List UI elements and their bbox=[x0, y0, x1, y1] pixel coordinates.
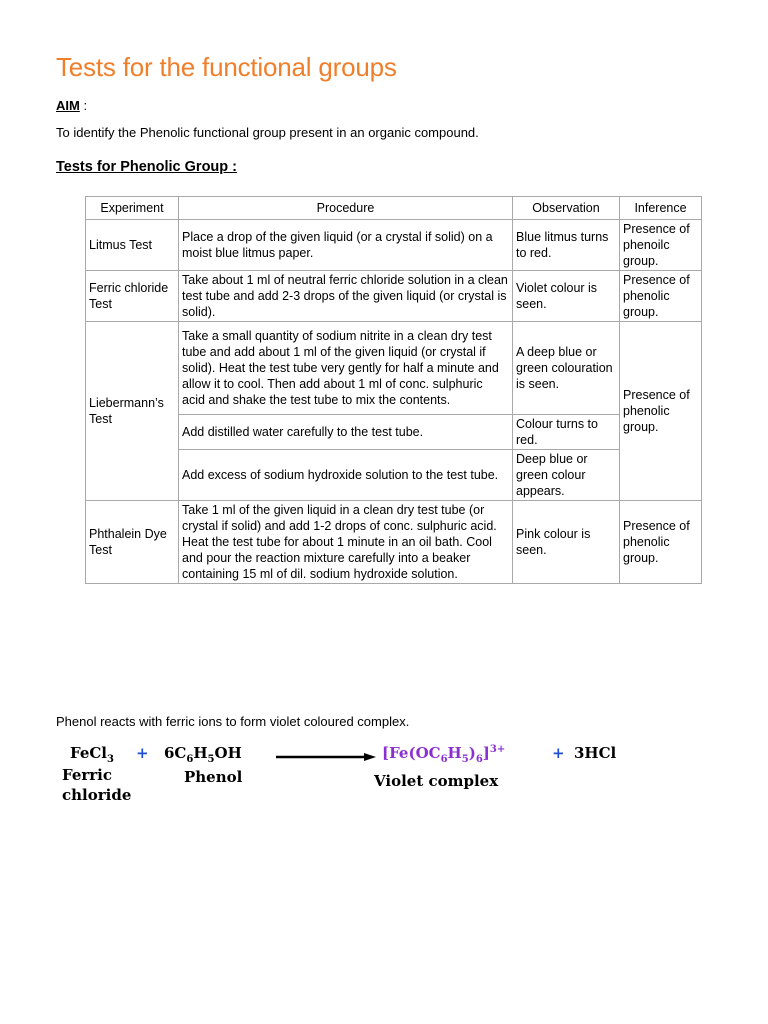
table-row bbox=[86, 415, 702, 450]
table-header-row bbox=[86, 197, 702, 220]
label-violet-complex: Violet complex bbox=[374, 772, 499, 790]
aim-line bbox=[56, 98, 87, 113]
reaction-arrow-icon bbox=[276, 753, 376, 761]
label-phenol: Phenol bbox=[184, 768, 243, 786]
procedure-cell: Take a small quantity of sodium nitrite in a clean dry test tube and add about 1 ml of the given liquid (or crystal if solid). Heat the test tube very gently for half a minute and allow it to cool. Then add about 1 ml of conc. sulphuric acid and shake the test tube to mix the contents. bbox=[179, 322, 513, 415]
inference-cell: Presence of phenolic group. bbox=[620, 501, 702, 584]
procedure-cell: Take 1 ml of the given liquid in a clean dry test tube (or crystal if solid) and add 1-2 drops of conc. sulphuric acid. Heat the test tube for about 1 minute in an oil bath. Cool and pour the reaction mixture carefully into a beaker containing 15 ml of dil. sodium hydroxide solution. bbox=[179, 501, 513, 584]
header-procedure: Procedure bbox=[179, 197, 513, 220]
byproduct-hcl: 3HCl bbox=[574, 744, 617, 762]
aim-text: To identify the Phenolic functional group present in an organic compound. bbox=[56, 125, 479, 140]
observation-cell: Violet colour is seen. bbox=[513, 271, 620, 322]
table-row bbox=[86, 450, 702, 501]
experiment-cell: Liebermann’s Test bbox=[86, 322, 179, 501]
observation-cell: Blue litmus turns to red. bbox=[513, 220, 620, 271]
table-row bbox=[86, 322, 702, 415]
table-row bbox=[86, 220, 702, 271]
reactant-phenol: $6C_6H_5OH$ bbox=[164, 744, 242, 765]
reaction-intro: Phenol reacts with ferric ions to form violet coloured complex. bbox=[56, 714, 410, 729]
aim-heading: AIM bbox=[56, 98, 80, 113]
observation-cell: A deep blue or green colouration is seen. bbox=[513, 322, 620, 415]
procedure-cell: Take about 1 ml of neutral ferric chloride solution in a clean test tube and add 2-3 drops of the given liquid (or crystal is solid). bbox=[179, 271, 513, 322]
inference-cell: Presence of phenolic group. bbox=[620, 271, 702, 322]
procedure-cell: Add distilled water carefully to the test tube. bbox=[179, 415, 513, 450]
inference-cell: Presence of phenoilc group. bbox=[620, 220, 702, 271]
observation-cell: Pink colour is seen. bbox=[513, 501, 620, 584]
observation-cell: Colour turns to red. bbox=[513, 415, 620, 450]
table-row bbox=[86, 501, 702, 584]
experiment-cell: Litmus Test bbox=[86, 220, 179, 271]
section-heading: Tests for Phenolic Group : bbox=[56, 159, 237, 175]
page-title: Tests for the functional groups bbox=[56, 52, 397, 82]
tests-table bbox=[85, 196, 702, 584]
experiment-cell: Phthalein Dye Test bbox=[86, 501, 179, 584]
label-ferric: Ferric bbox=[62, 766, 113, 784]
table-row bbox=[86, 271, 702, 322]
aim-separator: : bbox=[79, 98, 88, 113]
header-inference: Inference bbox=[620, 197, 702, 220]
label-chloride: chloride bbox=[62, 786, 132, 804]
reaction-equation bbox=[60, 738, 660, 808]
header-experiment: Experiment bbox=[86, 197, 179, 220]
experiment-cell: Ferric chloride Test bbox=[86, 271, 179, 322]
reactant-fecl3: FeCl$_3$ bbox=[70, 744, 114, 765]
procedure-cell: Add excess of sodium hydroxide solution to the test tube. bbox=[179, 450, 513, 501]
inference-cell: Presence of phenolic group. bbox=[620, 322, 702, 501]
plus-sign: + bbox=[136, 744, 149, 762]
observation-cell: Deep blue or green colour appears. bbox=[513, 450, 620, 501]
plus-sign: + bbox=[552, 744, 565, 762]
product-complex: $[Fe(OC_6H_5)_6]^{3+}$ bbox=[382, 744, 506, 765]
procedure-cell: Place a drop of the given liquid (or a crystal if solid) on a moist blue litmus paper. bbox=[179, 220, 513, 271]
header-observation: Observation bbox=[513, 197, 620, 220]
